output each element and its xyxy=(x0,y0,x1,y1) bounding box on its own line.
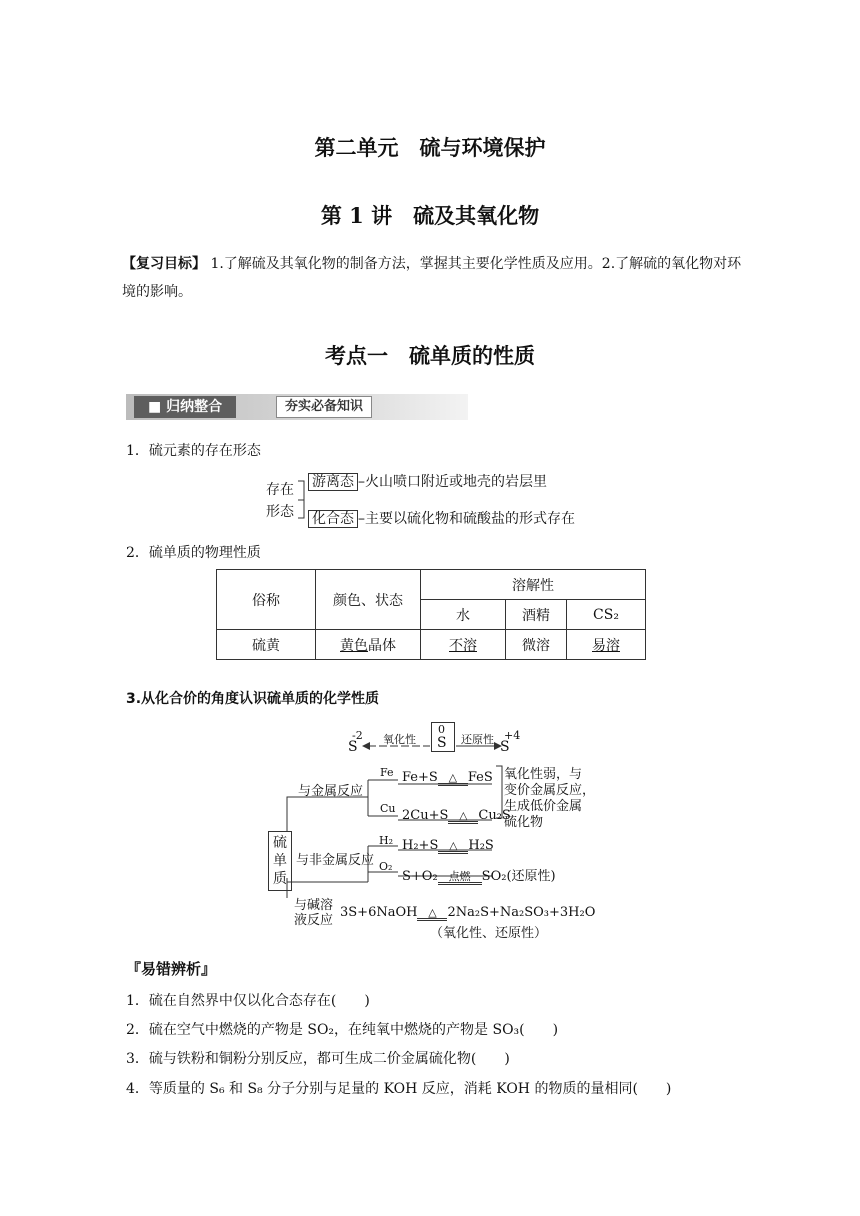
alkali-note: （氧化性、还原性） xyxy=(430,926,548,941)
question-4: 4．等质量的 S₆ 和 S₈ 分子分别与足量的 KOH 反应，消耗 KOH 的物质的量相同( ) xyxy=(126,1081,672,1097)
alkali-equation: 3S+6NaOH △ 2Na₂S+Na₂SO₃+3H₂O xyxy=(340,905,596,920)
ox-right: +4 xyxy=(504,729,521,742)
state-combined: 化合态 xyxy=(308,510,358,528)
desc-combined: 主要以硫化物和硫酸盐的形式存在 xyxy=(365,511,575,527)
sec3-title: 3.从化合价的角度认识硫单质的化学性质 xyxy=(126,691,380,707)
metal-label: 与金属反应 xyxy=(298,784,364,799)
state-free: 游离态 xyxy=(308,473,358,491)
branch-free: 游离态 –火山喷口附近或地壳的岩层里 xyxy=(308,471,547,491)
th-cs2: CS₂ xyxy=(567,600,646,630)
label-oxidizing: 氧化性 xyxy=(383,733,416,746)
th-solubility: 溶解性 xyxy=(421,570,646,600)
banner-left-label: ■ 归纳整合 xyxy=(134,396,236,418)
th-alcohol: 酒精 xyxy=(506,600,567,630)
td-name: 硫黄 xyxy=(217,630,316,660)
branch-combined: 化合态 –主要以硫化物和硫酸盐的形式存在 xyxy=(308,508,575,528)
td-color: 黄色晶体 xyxy=(316,630,421,660)
desc-free: 火山喷口附近或地壳的岩层里 xyxy=(365,474,547,490)
question-2: 2．硫在空气中燃烧的产物是 SO₂，在纯氧中燃烧的产物是 SO₃( ) xyxy=(126,1022,559,1038)
th-color: 颜色、状态 xyxy=(316,570,421,630)
physical-properties-table xyxy=(216,569,646,660)
th-name: 俗称 xyxy=(217,570,316,630)
ox-left: -2 xyxy=(352,729,363,742)
cu-equation: 2Cu+S △ Cu₂S xyxy=(402,808,511,823)
sec1-root: 存在 形态 xyxy=(266,482,294,520)
td-alcohol: 微溶 xyxy=(506,630,567,660)
yicuo-title: 『易错辨析』 xyxy=(126,960,217,978)
kaodian-title: 考点一 硫单质的性质 xyxy=(325,343,535,368)
s-left: S xyxy=(348,739,358,755)
th-water: 水 xyxy=(421,600,506,630)
question-3: 3．硫与铁粉和铜粉分别反应，都可生成二价金属硫化物( ) xyxy=(126,1051,510,1067)
fe-equation: Fe+S △ FeS xyxy=(402,770,493,785)
review-objective xyxy=(122,250,742,306)
objective-label: 【复习目标】 xyxy=(122,256,206,272)
unit-title: 第二单元 硫与环境保护 xyxy=(314,135,546,160)
h2-equation: H₂+S △ H₂S xyxy=(402,838,494,853)
h2-label: H₂ xyxy=(379,834,394,847)
cu-label: Cu xyxy=(380,802,396,815)
metal-note: 氧化性弱，与 变价金属反应， 生成低价金属 硫化物 xyxy=(504,767,596,830)
alkali-label: 与碱溶 液反应 xyxy=(294,898,334,928)
lecture-title: 第 1 讲 硫及其氧化物 xyxy=(320,203,540,228)
s-right: S xyxy=(500,739,510,755)
sec2-title: 2．硫单质的物理性质 xyxy=(126,545,261,561)
td-cs2: 易溶 xyxy=(567,630,646,660)
o2-label: O₂ xyxy=(379,860,393,873)
label-reducing: 还原性 xyxy=(461,733,494,746)
objective-text: 1.了解硫及其氧化物的制备方法，掌握其主要化学性质及应用。2.了解硫的氧化物对环境的影响。 xyxy=(122,256,742,300)
s-center-box: 0 S xyxy=(431,722,455,752)
sec1-title: 1．硫元素的存在形态 xyxy=(126,443,261,459)
nonmetal-label: 与非金属反应 xyxy=(296,853,375,868)
question-1: 1．硫在自然界中仅以化合态存在( ) xyxy=(126,993,370,1009)
banner-right-label: 夯实必备知识 xyxy=(276,396,372,418)
section-banner xyxy=(126,394,468,420)
fe-label: Fe xyxy=(380,766,394,779)
center-box: 硫 单 质 xyxy=(268,831,292,891)
o2-equation: S+O₂ 点燃 SO₂(还原性) xyxy=(402,869,556,884)
td-water: 不溶 xyxy=(421,630,506,660)
